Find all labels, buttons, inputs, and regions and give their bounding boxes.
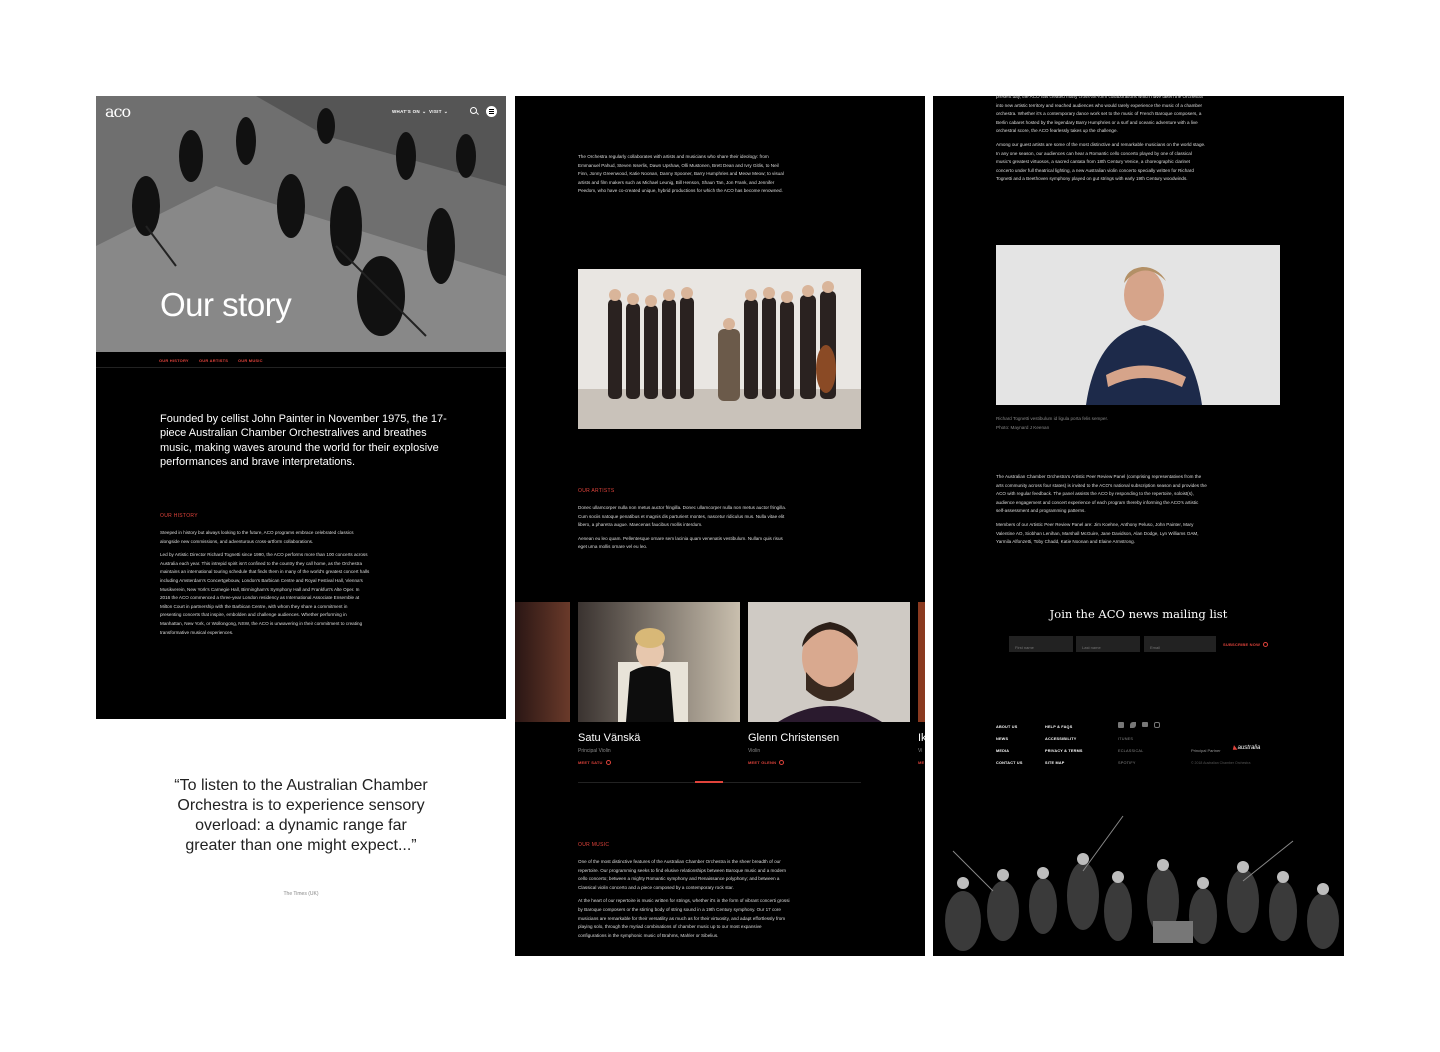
- caption-line: Richard Tognetti vestibulum id ligula porta felis semper.: [996, 416, 1109, 421]
- twitter-icon[interactable]: [1130, 722, 1136, 728]
- page-section-footer: [933, 96, 1344, 956]
- section-label-our-artists: OUR ARTISTS: [578, 488, 615, 494]
- hero-image: [96, 96, 506, 352]
- music-paragraph: At the heart of our repertoire is music written for strings, whether it's in the form of vibrant concerti grossi by Baroque composers or the stirring body of string sound in a 19th Century symphony. Our 17 core musicians are remarkable for their versatility as much as for their virtuosity, and adapt effortlessly from playing solo, through the myriad combinations of chamber music up to our most expansive configurations in the symphonic music of Brahms, Mahler or Sibelius.: [578, 898, 790, 938]
- history-paragraph: Steeped in history but always looking to the future, ACO programs embrace celebrated classics alongside new commissions, and adventurous cross-artform collaborations.: [160, 530, 354, 544]
- meet-artist-link[interactable]: [578, 760, 611, 765]
- footer-link-itunes[interactable]: ITUNES: [1118, 737, 1134, 741]
- meet-artist-link[interactable]: [748, 760, 784, 765]
- search-icon[interactable]: [470, 107, 477, 114]
- youtube-icon[interactable]: [1142, 722, 1148, 727]
- meet-artist-link[interactable]: [918, 760, 924, 765]
- artists-paragraph: Aenean eu leo quam. Pellentesque ornare sem lacinia quam venenatis vestibulum. Nullam quis risus eget urna mollis ornare vel eu leo.: [578, 535, 783, 550]
- section-label-our-music: OUR MUSIC: [578, 842, 610, 848]
- footer-link-privacy-terms[interactable]: PRIVACY & TERMS: [1045, 749, 1083, 753]
- email-input[interactable]: [1144, 636, 1216, 652]
- intro-text: Founded by cellist John Painter in November 1975, the 17-piece Australian Chamber Orchestralives and breathes music, making waves around the world for their explosive performances and brave interpretations.: [160, 413, 447, 468]
- subnav-our-music[interactable]: OUR MUSIC: [238, 358, 263, 363]
- collaborations-body: [578, 153, 790, 201]
- instagram-icon[interactable]: [1154, 722, 1160, 728]
- nav-whats-on[interactable]: [392, 109, 426, 115]
- footer-link-help-faqs[interactable]: HELP & FAQS: [1045, 725, 1073, 729]
- aco-logo[interactable]: aco: [105, 102, 131, 121]
- artist-role: Vi: [918, 748, 923, 754]
- collaborations-paragraph: The Orchestra regularly collaborates with artists and musicians who share their ideology: from Emmanuel Pahud, Steven Isserlis, Dawn Upshaw, Olli Mustonen, Brett Dean and Ivry Gitlis, to Neil Finn, Jonny Greenwood, Katie Noonan, Danny Spooner, Barry Humphries and Meow Meow; to visual artists and film makers such as Michael Leunig, Bill Henson, Shaun Tan, Jon Frank, and Jennifer Peedom, who have co-created unique, hybrid productions for which the ACO has become renowned.: [578, 154, 784, 194]
- footer-link-eclassical[interactable]: ECLASSICAL: [1118, 749, 1144, 753]
- footer-link-about-us[interactable]: ABOUT US: [996, 725, 1018, 729]
- artist-name: Ik: [918, 732, 927, 744]
- footer-link-accessibility[interactable]: ACCESSIBILITY: [1045, 737, 1077, 741]
- richard-tognetti-photo: [996, 245, 1280, 405]
- footer-link-news[interactable]: NEWS: [996, 737, 1009, 741]
- page-section-our-story: [96, 96, 506, 719]
- music-paragraph: One of the most distinctive features of the Australian Chamber Orchestra is the sheer breadth of our repertoire. Our programming seeks to find elusive relationships between Baroque music and a modern cello concerto; between a mighty Romantic symphony and Renaissance polyphony; and between a Classical violin concerto and a piece composed by a contemporary rock star.: [578, 859, 787, 890]
- sub-navigation: [96, 352, 506, 368]
- history-paragraph: Led by Artistic Director Richard Tognetti since 1990, the ACO performs more than 100 concerts across Australia each year. This intrepid spirit isn't confined to the country they call home, as the Orchestra maintains an international touring schedule that finds them in many of the world's greatest concert halls including Amsterdam's Concertgebouw, London's Barbican Centre and Royal Festival Hall, Vienna's Musikverein, New York's Carnegie Hall, Birmingham's Symphony Hall and Frankfurt's Alte Oper. In 2016 the ACO commenced a three-year London residency as International Associate Ensemble at Milton Court in partnership with the Barbican Centre, with whom they share a commitment in presenting concerts that inspire, embolden and challenge audiences. Whether performing in Manhattan, New York, or Wollongong, NSW, the ACO is unwavering in their commitment to creating transformative musical experiences.: [160, 552, 370, 635]
- meet-artist-label: MEET SATU: [578, 760, 603, 765]
- footer-link-contact-us[interactable]: CONTACT US: [996, 761, 1023, 765]
- orchestra-group-photo: [578, 269, 861, 429]
- partner-logo-text: australia: [1237, 745, 1261, 751]
- meet-artist-label: ME: [918, 760, 925, 765]
- peer-review-members: Members of our Artistic Peer Review Panel are: Jim Koehne, Anthony Peluso, John Painter, Mary Valentine AO, Siobhan Lenihan, Marshall McGuire, Jane Davidson, Alan Dodge, Lyn Williams OAM, Yarmila Alfonzetti, Toby Chadd, Katie Noonan and Elaine Armstrong.: [996, 521, 1199, 545]
- footer-link-spotify[interactable]: SPOTIFY: [1118, 761, 1136, 765]
- press-quote: “To listen to the Australian Chamber Orchestra is to experience sensory overload: a dynamic range far greater than one might expect...”: [174, 777, 428, 854]
- artist-role: Violin: [748, 748, 761, 754]
- partner-label: Principal Partner: [1191, 748, 1221, 753]
- facebook-icon[interactable]: [1118, 722, 1124, 728]
- arrow-circle-icon: [606, 760, 611, 765]
- collaborations-continued-body: [996, 93, 1208, 189]
- artists-paragraph: Donec ullamcorper nulla non metus auctor fringilla. Donec ullamcorper nulla non metus auctor fringilla. Cum sociis natoque penatibus et magnis dis parturient montes, nascetur ridiculus mus. Nulla vitae elit libero, a pharetra augue. Maecenas faucibus mollis interdum.: [578, 505, 787, 528]
- history-body: [160, 529, 370, 642]
- first-name-input[interactable]: [1009, 636, 1073, 652]
- menu-icon[interactable]: [486, 106, 497, 117]
- subscribe-button[interactable]: [1223, 642, 1268, 647]
- kangaroo-icon: ◣: [1233, 745, 1238, 751]
- artist-photo-partial: [515, 602, 570, 722]
- guest-artists-paragraph: Among our guest artists are some of the most distinctive and remarkable musicians on the world stage. In any one season, our audiences can hear a Romantic cello concerto played by one of classical music's greatest virtuosos, a sacred cantata from 18th Century Venice, a choreographic clarinet concerto under full theatrical lighting, a new Australian violin concerto specially written for Richard Tognetti and a Beethoven symphony played on gut strings with early 19th Century woodwinds.: [996, 141, 1206, 182]
- chevron-down-icon: ⌄: [421, 109, 427, 115]
- artist-name: Satu Vänskä: [578, 732, 641, 744]
- partner-logo[interactable]: [1233, 744, 1260, 751]
- chevron-down-icon: ⌄: [443, 109, 449, 115]
- artist-photo: [748, 602, 910, 722]
- mailing-list-title: Join the ACO news mailing list: [1049, 607, 1228, 621]
- last-name-input[interactable]: [1076, 636, 1140, 652]
- music-body: [578, 858, 790, 945]
- artist-role: Principal Violin: [578, 748, 611, 754]
- arrow-circle-icon: [779, 760, 784, 765]
- subnav-our-history[interactable]: OUR HISTORY: [159, 358, 189, 363]
- artist-name: Glenn Christensen: [748, 732, 840, 744]
- artist-photo: [578, 602, 740, 722]
- section-label-our-history: OUR HISTORY: [160, 513, 198, 519]
- peer-review-body: [996, 473, 1208, 552]
- nav-visit-label: VISIT: [429, 109, 442, 114]
- artists-body: [578, 504, 790, 557]
- subnav-our-artists[interactable]: OUR ARTISTS: [199, 358, 229, 363]
- collaborations-paragraph: present day, the ACO has created many cross-art-form collaborations which have taken the Orchestra into new artistic territory and reached audiences who would rarely experience the music of a chamber orchestra. Whether it's a contemporary dance work set to the music of French Baroque composers, a Berlin cabaret hosted by the legendary Barry Humphries or a surf and oceanic adventure with a live orchestral score, the ACO fearlessly takes up the challenge.: [996, 94, 1203, 134]
- page-title: Our story: [160, 286, 292, 323]
- nav-whats-on-label: WHAT'S ON: [392, 109, 420, 114]
- nav-visit[interactable]: [429, 109, 448, 115]
- copyright: © 2018 Australian Chamber Orchestra: [1191, 761, 1251, 765]
- carousel-indicator[interactable]: [695, 781, 723, 783]
- orchestra-footer-image: [933, 811, 1344, 956]
- artist-photo-partial: [918, 602, 925, 722]
- arrow-circle-icon: [1263, 642, 1268, 647]
- meet-artist-label: MEET GLENN: [748, 760, 777, 765]
- subscribe-label: SUBSCRIBE NOW: [1223, 642, 1261, 647]
- photo-caption: [996, 415, 1108, 432]
- quote-source: The Times (UK): [283, 891, 319, 897]
- peer-review-paragraph: The Australian Chamber Orchestra's Artistic Peer Review Panel (comprising representatives from the arts community across four states) is invited to the ACO's national subscription season and provides the ACO with regular feedback. The panel assists the ACO by responding to the repertoire, soloist(s), audience engagement and concert experience of each program thereby informing the ACO's artistic self-assessment and programming patterns.: [996, 474, 1207, 514]
- page-section-artists: [515, 96, 925, 956]
- caption-credit: Photo: Maynard J Keenan: [996, 424, 1050, 430]
- footer-link-media[interactable]: MEDIA: [996, 749, 1010, 753]
- footer-link-site-map[interactable]: SITE MAP: [1045, 761, 1065, 765]
